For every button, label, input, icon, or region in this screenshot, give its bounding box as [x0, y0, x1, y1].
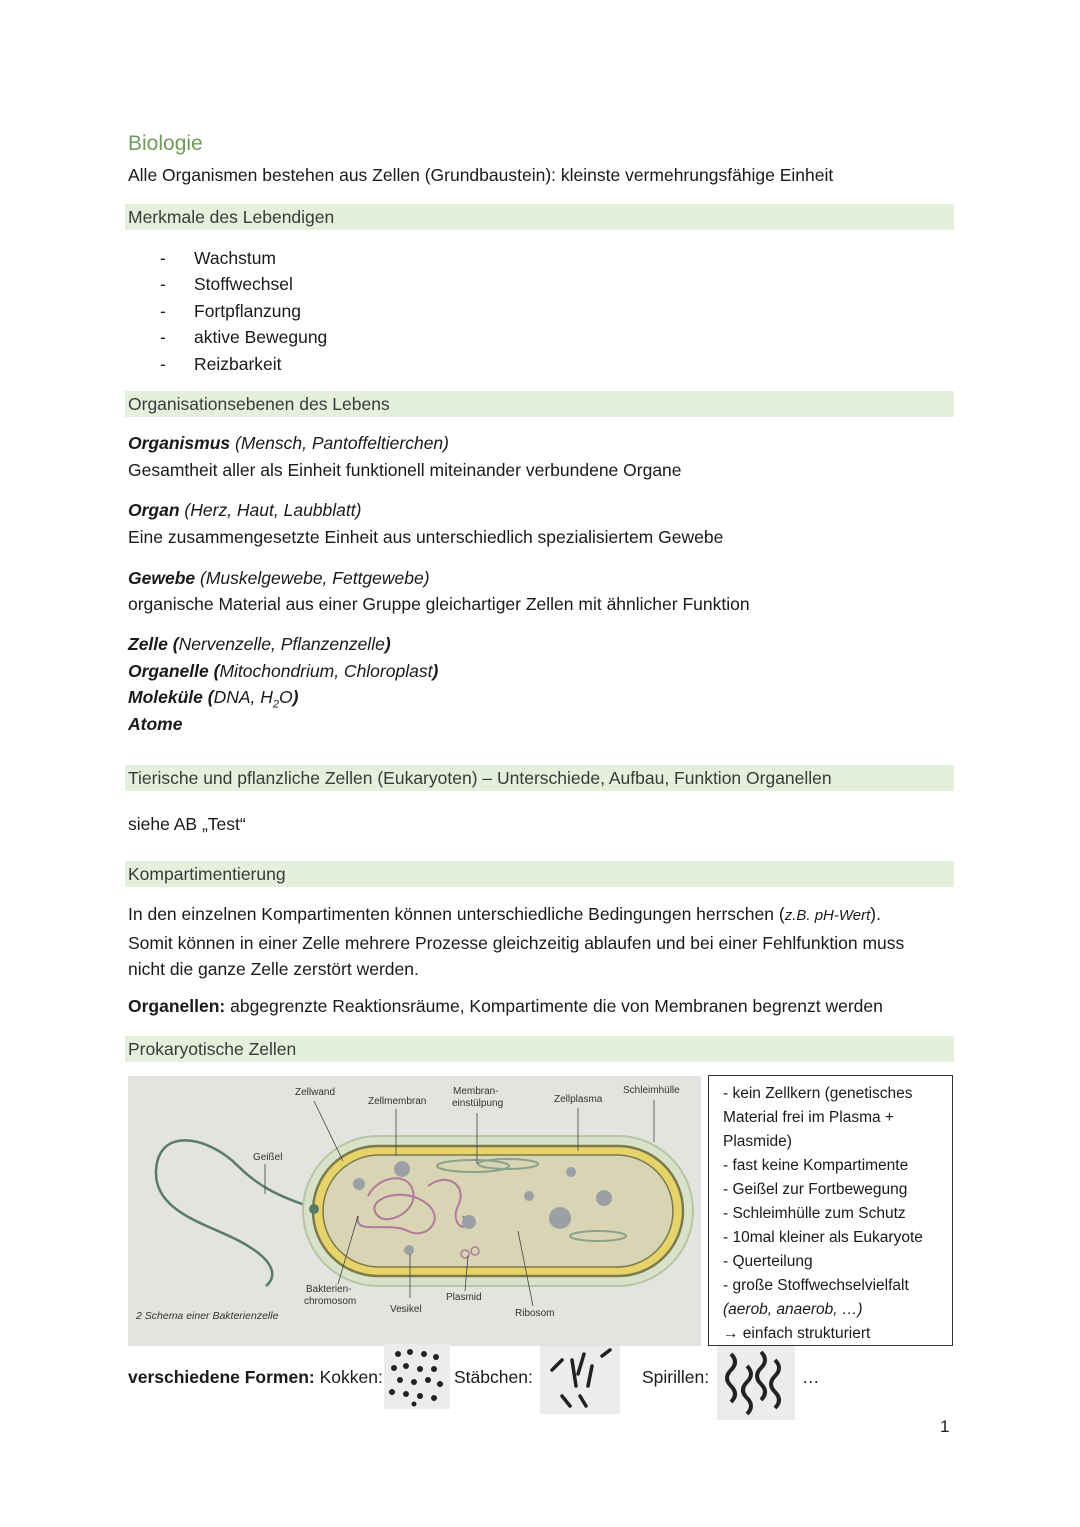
- section-organisation: [125, 391, 954, 417]
- level-molekuele: Moleküle (DNA, $H_2O$): [128, 687, 299, 711]
- page-title: Biologie: [128, 132, 203, 155]
- level-organismus-desc: Gesamtheit aller als Einheit funktionell miteinander verbundene Organe: [128, 460, 682, 480]
- fact-line: - Geißel zur Fortbewegung: [723, 1181, 908, 1198]
- level-organelle: Organelle (Mitochondrium, Chloroplast): [128, 661, 439, 681]
- siehe-text: siehe AB „Test“: [128, 814, 246, 834]
- fact-line: - Schleimhülle zum Schutz: [723, 1205, 906, 1222]
- section-heading: Organisationsebenen des Lebens: [128, 394, 390, 414]
- level-atome: Atome: [128, 714, 183, 734]
- label-geissel: Geißel: [253, 1152, 283, 1163]
- fact-line: - kein Zellkern (genetisches: [723, 1085, 913, 1102]
- label-zellplasma: Zellplasma: [554, 1094, 603, 1105]
- list-item: - Fortpflanzung: [160, 298, 327, 324]
- fact-line: Material frei im Plasma +: [723, 1109, 894, 1126]
- forms-ellipsis: …: [802, 1367, 820, 1387]
- label-chromosom-2: chromosom: [304, 1296, 357, 1307]
- diagram-caption: 2 Schema einer Bakterienzelle: [136, 1310, 279, 1322]
- level-gewebe: Gewebe (Muskelgewebe, Fettgewebe): [128, 568, 430, 588]
- list-item: - Wachstum: [160, 245, 327, 271]
- fact-line: → einfach strukturiert: [723, 1325, 871, 1342]
- label-vesikel: Vesikel: [390, 1304, 422, 1315]
- level-organ: Organ (Herz, Haut, Laubblatt): [128, 500, 362, 520]
- section-heading: Tierische und pflanzliche Zellen (Eukaryoten) – Unterschiede, Aufbau, Funktion Organellen: [128, 768, 832, 788]
- page-number: 1: [940, 1417, 950, 1436]
- label-chromosom-1: Bakterien-: [306, 1284, 352, 1295]
- label-zellmembran: Zellmembran: [368, 1096, 427, 1107]
- staebchen-image: [540, 1346, 620, 1414]
- level-organ-desc: Eine zusammengesetzte Einheit aus unterschiedlich spezialisiertem Gewebe: [128, 527, 724, 547]
- fact-line: Plasmide): [723, 1133, 792, 1150]
- staebchen-rods-icon: [540, 1346, 620, 1414]
- intro-text: Alle Organismen bestehen aus Zellen (Grundbaustein): kleinste vermehrungsfähige Einheit: [128, 165, 834, 185]
- level-organismus: Organismus (Mensch, Pantoffeltierchen): [128, 433, 449, 453]
- merkmale-list: [160, 245, 327, 377]
- fact-line: - 10mal kleiner als Eukaryote: [723, 1229, 923, 1246]
- section-kompartiment: [125, 861, 954, 887]
- fact-line: - fast keine Kompartimente: [723, 1157, 909, 1174]
- label-zellwand: Zellwand: [295, 1087, 336, 1098]
- section-merkmale: [125, 204, 954, 230]
- section-heading: Kompartimentierung: [128, 864, 286, 884]
- forms-label: verschiedene Formen: Kokken:: [128, 1367, 383, 1387]
- section-heading: Merkmale des Lebendigen: [128, 207, 335, 227]
- list-item: - aktive Bewegung: [160, 324, 327, 350]
- section-prokaryot: [125, 1036, 954, 1062]
- level-gewebe-desc: organische Material aus einer Gruppe gleichartiger Zellen mit ähnlicher Funktion: [128, 594, 750, 614]
- bacteria-diagram: [128, 1076, 701, 1346]
- list-item: - Reizbarkeit: [160, 351, 327, 377]
- spirillen-label: Spirillen:: [642, 1367, 710, 1387]
- kokken-image: [384, 1344, 450, 1409]
- spirillen-image: [717, 1346, 795, 1420]
- label-membran-1: Membran-: [453, 1086, 499, 1097]
- spirillen-spirals-icon: [717, 1346, 795, 1420]
- label-plasmid: Plasmid: [446, 1292, 482, 1303]
- section-heading: Prokaryotische Zellen: [128, 1039, 297, 1059]
- fact-line: (aerob, anaerob, …): [723, 1301, 863, 1318]
- label-membran-2: einstülpung: [452, 1098, 504, 1109]
- fact-line: - große Stoffwechselvielfalt: [723, 1277, 909, 1294]
- label-schleimhuelle: Schleimhülle: [623, 1085, 680, 1096]
- staebchen-label: Stäbchen:: [454, 1367, 533, 1387]
- kompartiment-paragraph: In den einzelnen Kompartimenten können unterschiedliche Bedingungen herrschen (z.B. pH-Wert). Somit können in einer Zelle mehrere Prozesse gleichzeitig ablaufen und bei einer Fehlfunktion muss nicht die ganze Zelle zerstört werden.: [128, 904, 905, 979]
- organellen-definition: Organellen: abgegrenzte Reaktionsräume, Kompartimente die von Membranen begrenzt werden: [128, 996, 883, 1016]
- section-zellen: [125, 765, 954, 791]
- level-zelle: Zelle (Nervenzelle, Pflanzenzelle): [128, 634, 391, 654]
- fact-line: - Querteilung: [723, 1253, 813, 1270]
- prokaryot-facts-box: [708, 1075, 953, 1346]
- list-item: - Stoffwechsel: [160, 271, 327, 297]
- label-ribosom: Ribosom: [515, 1308, 555, 1319]
- kokken-dots-icon: [384, 1344, 450, 1409]
